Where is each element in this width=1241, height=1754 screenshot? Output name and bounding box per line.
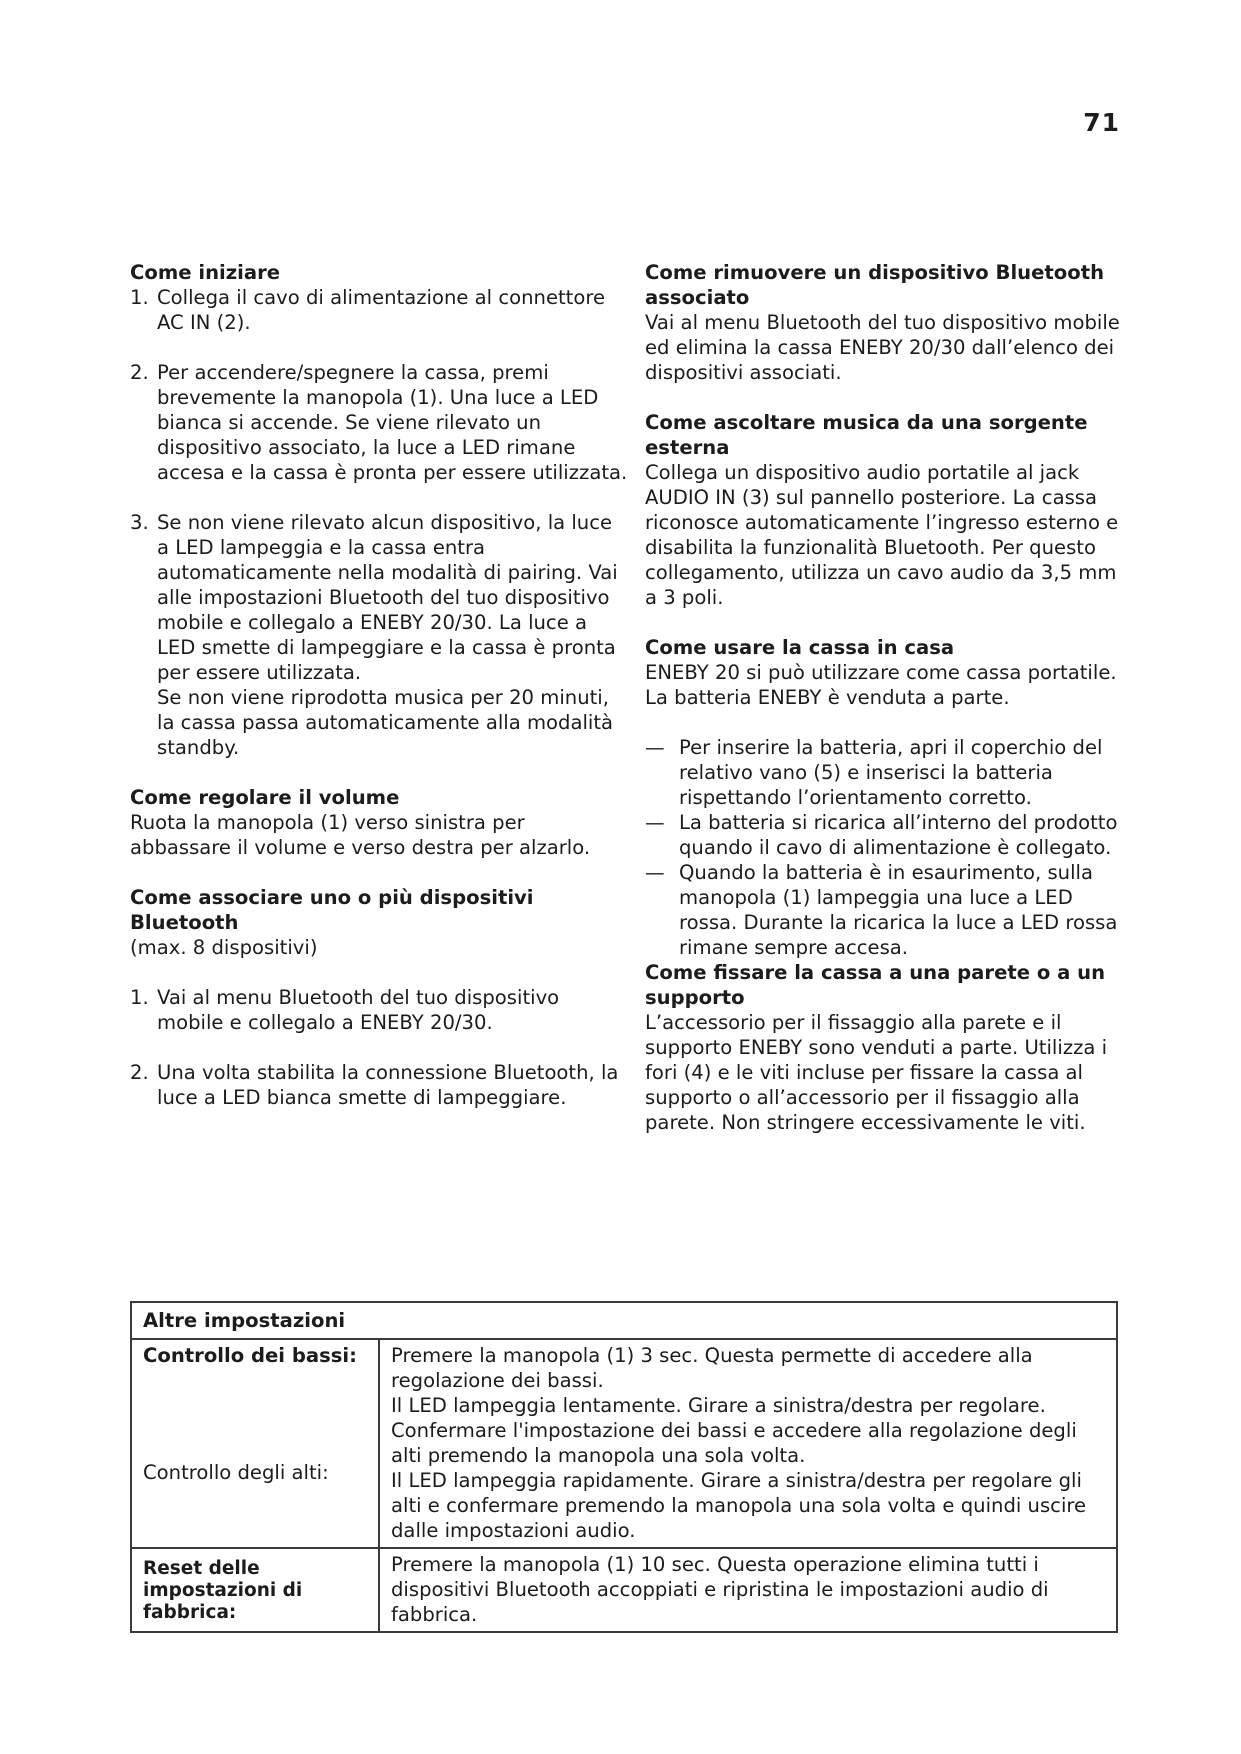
section-title-home: Come usare la cassa in casa [645, 636, 955, 659]
bullet-text: Per inserire la batteria, apri il coperchio del relativo vano (5) e inserisci la batteria rispettando l’orientamento corretto. [679, 736, 1103, 809]
list-item [130, 510, 630, 760]
section-title-volume: Come regolare il volume [130, 786, 400, 809]
left-column [130, 260, 630, 1110]
section-title-remove: Come rimuovere un dispositivo Bluetooth associato [645, 261, 1105, 309]
list-item [130, 285, 630, 335]
section-remove [645, 260, 1125, 385]
external-text: Collega un dispositivo audio portatile al jack AUDIO IN (3) sul pannello posteriore. La cassa riconosce automaticamente l’ingresso esterno e disabilita la funzionalità Bluetooth. Per questo collegamento, utilizza un cavo audio da 3,5 mm a 3 poli. [645, 461, 1119, 609]
list-item [645, 735, 1125, 810]
bullet-text: La batteria si ricarica all’interno del prodotto quando il cavo di alimentazione è collegato. [679, 811, 1118, 859]
page-number: 71 [1083, 108, 1120, 137]
list-item [130, 360, 630, 485]
dash-icon: — [645, 811, 665, 834]
reset-text: Premere la manopola (1) 10 sec. Questa operazione elimina tutti i dispositivi Bluetooth accoppiati e ripristina le impostazioni audio di fabbrica. [379, 1548, 1117, 1632]
start-steps [130, 285, 630, 760]
step-text: Una volta stabilita la connessione Bluetooth, la luce a LED bianca smette di lampeggiare. [157, 1061, 619, 1109]
list-item [130, 985, 630, 1035]
mount-text: L’accessorio per il fissaggio alla parete e il supporto ENEBY sono venduti a parte. Utilizza i fori (4) e le viti incluse per fissare la cassa al supporto o all’accessorio per il fissaggio alla parete. Non stringere eccessivamente le viti. [645, 1011, 1108, 1134]
section-external [645, 410, 1125, 610]
bass-text-2: Il LED lampeggia lentamente. Girare a sinistra/destra per regolare. Confermare l'impostazione dei bassi e accedere alla regolazione degli alti premendo la manopola una sola volta. [391, 1394, 1077, 1467]
step-number: 3. [130, 511, 149, 534]
section-title-external: Come ascoltare musica da una sorgente esterna [645, 411, 1088, 459]
bass-text: Premere la manopola (1) 3 sec. Questa permette di accedere alla regolazione dei bassi. [391, 1344, 1033, 1392]
step-number: 2. [130, 1061, 149, 1084]
section-mount [645, 960, 1125, 1135]
section-home [645, 635, 1125, 710]
pairing-subtitle: (max. 8 dispositivi) [130, 936, 318, 959]
table-row [131, 1548, 1117, 1632]
treble-label: Controllo degli alti: [143, 1461, 329, 1484]
remove-text: Vai al menu Bluetooth del tuo dispositivo mobile ed elimina la cassa ENEBY 20/30 dall’elenco dei dispositivi associati. [645, 311, 1120, 384]
step-text: Vai al menu Bluetooth del tuo dispositivo mobile e collegalo a ENEBY 20/30. [157, 986, 560, 1034]
reset-label: Reset delle impostazioni di fabbrica: [131, 1548, 379, 1632]
step-text: Se non viene rilevato alcun dispositivo, la luce a LED lampeggia e la cassa entra automaticamente nella modalità di pairing. Vai alle impostazioni Bluetooth del tuo dispositivo mobile e collegalo a ENEBY 20/30. La luce a LED smette di lampeggiare e la cassa è pronta per essere utilizzata. [157, 511, 618, 684]
step-text: Per accendere/spegnere la cassa, premi brevemente la manopola (1). Una luce a LED bianca si accende. Se viene rilevato un dispositivo associato, la luce a LED rimane accesa e la cassa è pronta per essere utilizzata. [157, 361, 628, 484]
dash-icon: — [645, 861, 665, 884]
volume-text: Ruota la manopola (1) verso sinistra per abbassare il volume e verso destra per alzarlo. [130, 811, 591, 859]
bass-label: Controllo dei bassi: [143, 1344, 357, 1367]
step-number: 1. [130, 986, 149, 1009]
section-pairing [130, 885, 630, 960]
list-item [645, 860, 1125, 960]
settings-table [130, 1301, 1118, 1633]
pairing-steps [130, 985, 630, 1110]
dash-icon: — [645, 736, 665, 759]
section-title-pairing: Come associare uno o più dispositivi Bluetooth [130, 886, 534, 934]
section-title-start: Come iniziare [130, 261, 281, 284]
right-column [645, 260, 1125, 1135]
treble-text: Il LED lampeggia rapidamente. Girare a sinistra/destra per regolare gli alti e confermare premendo la manopola una sola volta e quindi uscire dalle impostazioni audio. [391, 1469, 1087, 1542]
settings-label-cell [131, 1339, 379, 1548]
table-heading: Altre impostazioni [131, 1302, 1117, 1339]
battery-bullets [645, 735, 1125, 960]
step-text: Collega il cavo di alimentazione al connettore AC IN (2). [157, 286, 606, 334]
home-text: ENEBY 20 si può utilizzare come cassa portatile. La batteria ENEBY è venduta a parte. [645, 661, 1117, 709]
step-number: 2. [130, 361, 149, 384]
bullet-text: Quando la batteria è in esaurimento, sulla manopola (1) lampeggia una luce a LED rossa. Durante la ricarica la luce a LED rossa rimane sempre accesa. [679, 861, 1118, 959]
list-item [645, 810, 1125, 860]
table-row [131, 1302, 1117, 1339]
settings-text-cell [379, 1339, 1117, 1548]
section-volume [130, 785, 630, 860]
step-number: 1. [130, 286, 149, 309]
section-title-mount: Come fissare la cassa a una parete o a un supporto [645, 961, 1106, 1009]
list-item [130, 1060, 630, 1110]
table-row [131, 1339, 1117, 1548]
section-start [130, 260, 630, 760]
step-extra-text: Se non viene riprodotta musica per 20 minuti, la cassa passa automaticamente alla modalità standby. [157, 686, 614, 759]
